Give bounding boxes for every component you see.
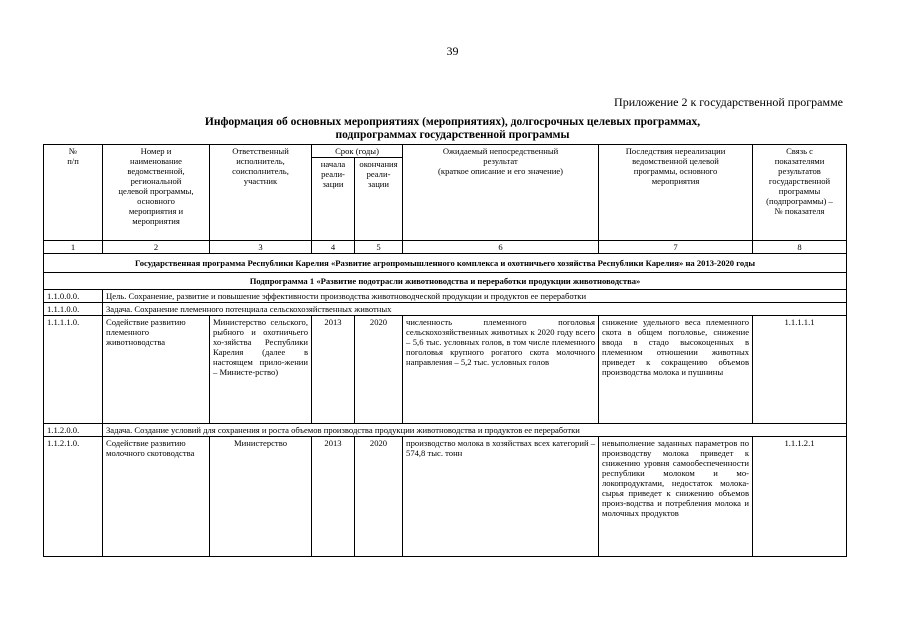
column-number: 7 bbox=[599, 241, 753, 254]
activity-name: Содействие развитию племенного животноводства bbox=[103, 316, 210, 424]
column-number: 1 bbox=[44, 241, 103, 254]
header-term: Срок (годы) bbox=[312, 145, 403, 158]
goal-row bbox=[44, 290, 847, 303]
header-row-1 bbox=[44, 145, 847, 158]
column-number: 5 bbox=[355, 241, 403, 254]
goal-number: 1.1.0.0.0. bbox=[44, 290, 103, 303]
document-title bbox=[0, 116, 905, 142]
start-year: 2013 bbox=[312, 437, 355, 557]
expected-result: производство молока в хозяйствах всех категорий – 574,8 тыс. тонн bbox=[403, 437, 599, 557]
program-row bbox=[44, 254, 847, 273]
task-number: 1.1.1.0.0. bbox=[44, 303, 103, 316]
column-number: 3 bbox=[210, 241, 312, 254]
task-row bbox=[44, 303, 847, 316]
header-col-3: Ответственный исполнитель, соисполнитель, участник bbox=[210, 145, 312, 241]
subprogram-title: Подпрограмма 1 «Развитие подотрасли животноводства и переработки продукции животноводства» bbox=[44, 273, 847, 290]
task-row bbox=[44, 424, 847, 437]
end-year: 2020 bbox=[355, 437, 403, 557]
executor: Министерство bbox=[210, 437, 312, 557]
table-row bbox=[44, 437, 847, 557]
title-line-2: подпрограммах государственной программы bbox=[335, 129, 570, 141]
indicator-link: 1.1.1.1.1 bbox=[753, 316, 847, 424]
header-col-5: окончания реали- зации bbox=[355, 158, 403, 241]
header-col-7: Последствия нереализации ведомственной целевой программы, основного мероприятия bbox=[599, 145, 753, 241]
expected-result: численность племенного поголовья сельскохозяйственных животных к 2020 году всего – 5,6 тыс. условных голов, в том числе племенного поголовья крупного рогатого скота молочного направления – 5,2 тыс. условных голов bbox=[403, 316, 599, 424]
header-col-8: Связь с показателями результатов государственной программы (подпрограммы) – № показателя bbox=[753, 145, 847, 241]
task-text: Задача. Сохранение племенного потенциала сельскохозяйственных животных bbox=[103, 303, 847, 316]
page-number: 39 bbox=[446, 44, 459, 58]
column-number: 2 bbox=[103, 241, 210, 254]
goal-text: Цель. Сохранение, развитие и повышение эффективности производства животноводческой продукции и продуктов ее переработки bbox=[103, 290, 847, 303]
end-year: 2020 bbox=[355, 316, 403, 424]
table-row bbox=[44, 316, 847, 424]
start-year: 2013 bbox=[312, 316, 355, 424]
column-number-row bbox=[44, 241, 847, 254]
column-number: 4 bbox=[312, 241, 355, 254]
program-title: Государственная программа Республики Карелия «Развитие агропромышленного комплекса и охотничьего хозяйства Республики Карелия» на 2013-2020 годы bbox=[44, 254, 847, 273]
header-col-2: Номер и наименование ведомственной, региональной целевой программы, основного мероприятия и мероприятия bbox=[103, 145, 210, 241]
subprogram-row bbox=[44, 273, 847, 290]
row-number: 1.1.1.1.0. bbox=[44, 316, 103, 424]
column-number: 6 bbox=[403, 241, 599, 254]
activities-table bbox=[43, 144, 847, 557]
non-implementation-consequences: невыполнение заданных параметров по производству молока приведет к снижению уровня самообеспеченности республики молоком и мо-локопродуктами, недостаток молока-сырья приведет к снижению объемов произ-водства и потребления молока и молочных продуктов bbox=[599, 437, 753, 557]
header-col-4: начала реали- зации bbox=[312, 158, 355, 241]
header-col-6: Ожидаемый непосредственный результат (краткое описание и его значение) bbox=[403, 145, 599, 241]
title-line-1: Информация об основных мероприятиях (мероприятиях), долгосрочных целевых программах, bbox=[204, 116, 701, 128]
activity-name: Содействие развитию молочного скотоводства bbox=[103, 437, 210, 557]
header-col-1: № п/п bbox=[44, 145, 103, 241]
non-implementation-consequences: снижение удельного веса племенного скота в общем поголовье, снижение ввода в стадо высокоценных в племенном отношении животных приведет к сокращению объемов производства молока и пушнины bbox=[599, 316, 753, 424]
task-text: Задача. Создание условий для сохранения и роста объемов производства продукции животноводства и продуктов ее переработки bbox=[103, 424, 847, 437]
appendix-label: Приложение 2 к государственной программе bbox=[614, 95, 843, 109]
row-number: 1.1.2.1.0. bbox=[44, 437, 103, 557]
executor: Министерство сельского, рыбного и охотничьего хо-зяйства Республики Карелия (далее в настоящем прило-жении – Министе-рство) bbox=[210, 316, 312, 424]
indicator-link: 1.1.1.2.1 bbox=[753, 437, 847, 557]
column-number: 8 bbox=[753, 241, 847, 254]
task-number: 1.1.2.0.0. bbox=[44, 424, 103, 437]
